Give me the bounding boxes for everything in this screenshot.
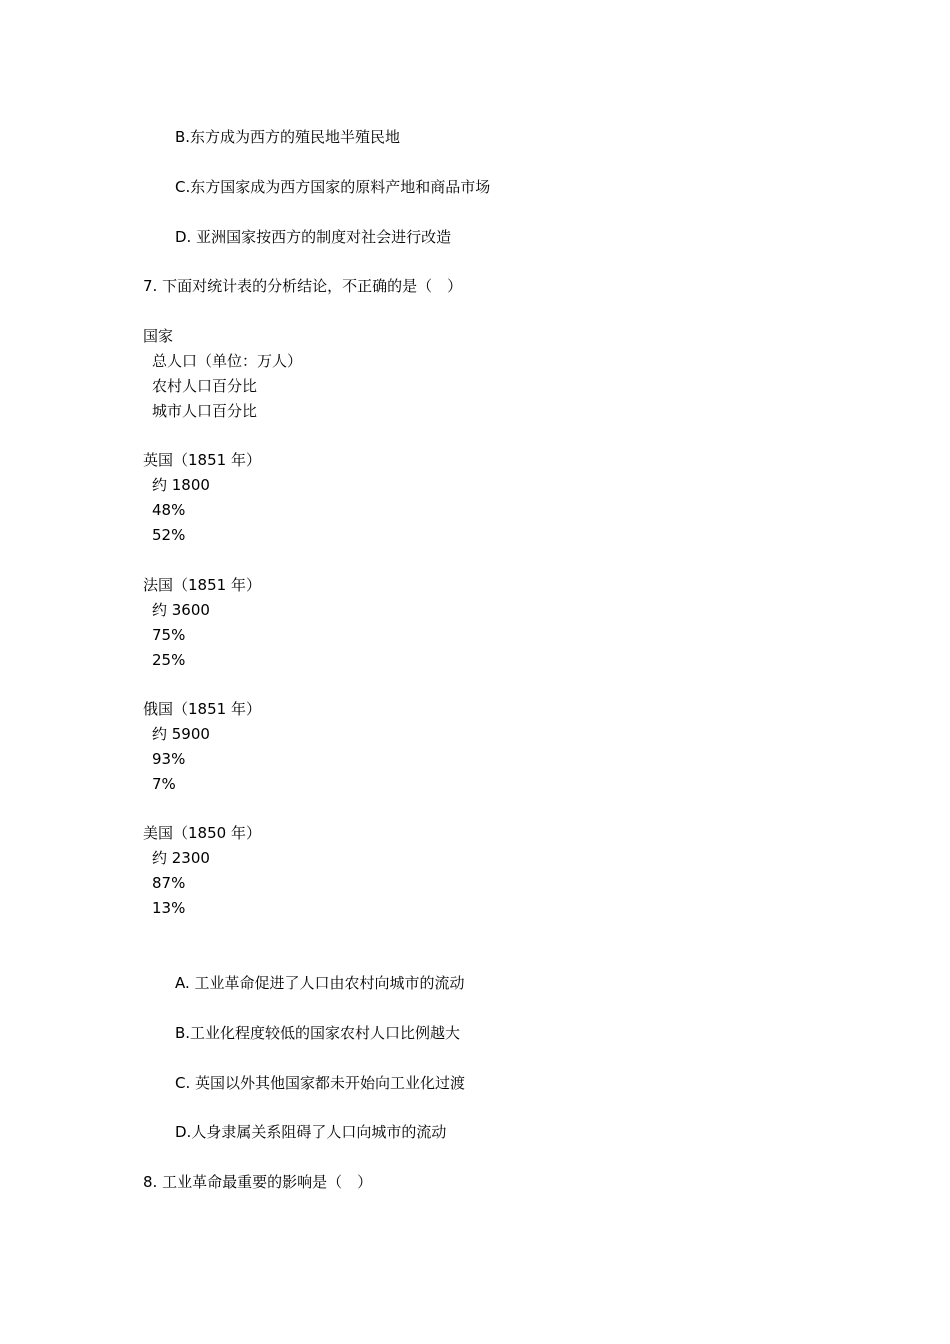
q6-option-d: D. 亚洲国家按西方的制度对社会进行改造: [175, 228, 452, 246]
table-row-population: 约 2300: [152, 849, 210, 867]
table-row-country: 俄国（1851 年）: [143, 700, 261, 718]
q7-option-a: A. 工业革命促进了人口由农村向城市的流动: [175, 974, 465, 992]
table-row-urban: 7%: [152, 775, 176, 793]
table-row-rural: 48%: [152, 501, 186, 519]
q7-option-d: D.人身隶属关系阻碍了人口向城市的流动: [175, 1123, 447, 1141]
q7-option-c: C. 英国以外其他国家都未开始向工业化过渡: [175, 1074, 466, 1092]
table-row-rural: 93%: [152, 750, 186, 768]
q6-option-b: B.东方成为西方的殖民地半殖民地: [175, 128, 401, 146]
table-row-country: 英国（1851 年）: [143, 451, 261, 469]
table-row-urban: 13%: [152, 899, 186, 917]
q7-stem: 7. 下面对统计表的分析结论，不正确的是（ ）: [143, 277, 463, 295]
table-row-population: 约 3600: [152, 601, 210, 619]
table-row-country: 美国（1850 年）: [143, 824, 261, 842]
table-row-population: 约 5900: [152, 725, 210, 743]
q8-stem: 8. 工业革命最重要的影响是（ ）: [143, 1173, 373, 1191]
table-header-country: 国家: [143, 327, 174, 345]
q6-option-c: C.东方国家成为西方国家的原料产地和商品市场: [175, 178, 491, 196]
table-row-urban: 25%: [152, 651, 186, 669]
table-row-population: 约 1800: [152, 476, 210, 494]
table-row-rural: 87%: [152, 874, 186, 892]
table-header-rural: 农村人口百分比: [152, 377, 258, 395]
table-header-population: 总人口（单位：万人）: [152, 352, 303, 370]
table-row-rural: 75%: [152, 626, 186, 644]
table-header-urban: 城市人口百分比: [152, 402, 258, 420]
table-row-urban: 52%: [152, 526, 186, 544]
q7-option-b: B.工业化程度较低的国家农村人口比例越大: [175, 1024, 461, 1042]
table-row-country: 法国（1851 年）: [143, 576, 261, 594]
